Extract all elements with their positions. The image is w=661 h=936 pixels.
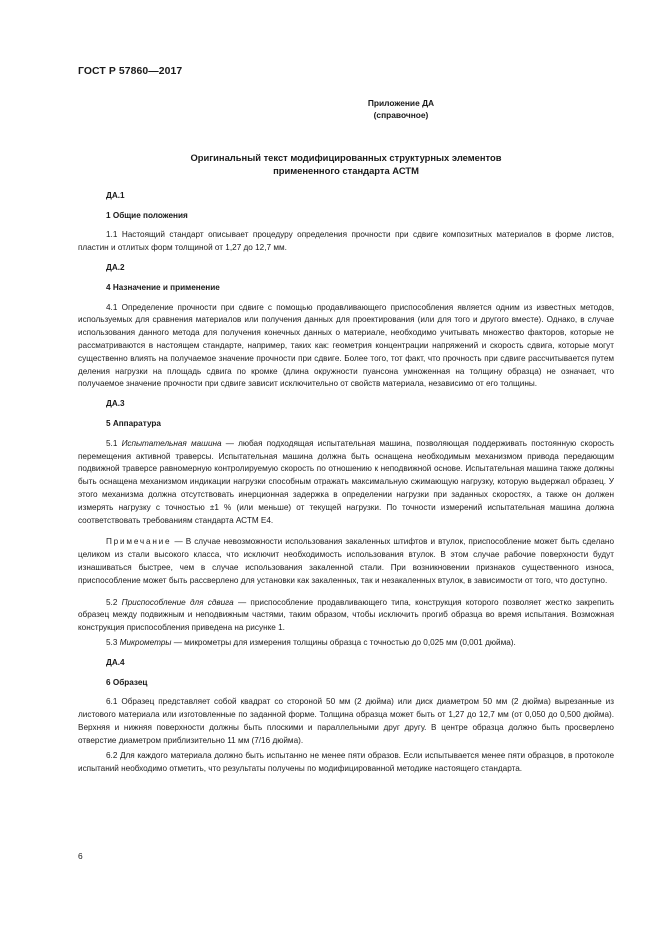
section-label-da2: ДА.2 (106, 262, 125, 272)
clause-number: 5.2 (106, 597, 118, 607)
standard-header: ГОСТ Р 57860—2017 (78, 66, 183, 77)
paragraph-4-1: 4.1 Определение прочности при сдвиге с помощью продавливающего приспособления является одним из известных методов, используемых для сравнения материалов или получения данных для проектирования (или для того и другого вместе). Однако, в случае использования данного метода для получения конечных данных о материале, необходимо учитывать множество факторов, которые не рассматриваются в настоящем стандарте, например, таких как: геометрия концентрации напряжений и скорость сдвига, которые могут существенно влиять на получаемое значение прочности при сдвиге. Более того, тот факт, что прочность при сдвиге рассчитывается путем деления нагрузки на площадь сдвига по кромке (длина окружности пуансона умноженная на толщину образца) не означает, что получаемое значение прочности при сдвиге зависит исключительно от свойств материала, независимо от его толщины. (78, 302, 614, 389)
paragraph-text: — приспособление продавливающего типа, конструкция которого позволяет жестко закрепить образец между подвижным и неподвижным частями, таким образом, чтобы исключить прогиб образца во время испытания. Возможная конструкция приспособления приведена на рисунке 1. (78, 597, 614, 633)
paragraph-5-2 (78, 597, 614, 635)
main-title-line-2: примененного стандарта АСТМ (273, 164, 419, 176)
paragraph-5-3 (78, 637, 614, 650)
page-number: 6 (78, 851, 83, 861)
note-label: Примечание (106, 537, 172, 547)
section-heading-general: 1 Общие положения (106, 210, 188, 220)
clause-number: 5.3 (106, 637, 118, 647)
note-paragraph (78, 536, 614, 587)
paragraph-1-1: 1.1 Настоящий стандарт описывает процедуру определения прочности при сдвиге композитных материалов в форме листов, пластин и отлитых форм толщиной от 1,27 до 12,7 мм. (78, 230, 614, 253)
paragraph-text: — любая подходящая испытательная машина, позволяющая поддерживать постоянную скорость перемещения активной траверсы. Испытательная машина должна быть оснащена необходимым механизмом привода передающим подвижной траверсе равномерную контролируемую скорость по отношению к неподвижной основе. Испытательная машина также должны быть оснащена механизмом индикации нагрузки способным отражать максимальную сжимающую нагрузку, которую выдержал образец. У этого механизма должна отсутствовать инерционная задержка в определении нагрузки при заданных скоростях, а также он должен измерять нагрузку с точностью ±1 % (или меньше) от текущей нагрузки. По точности измерений испытательная машина должна соответствовать требованиям стандарта АСТМ Е4. (78, 438, 614, 525)
section-heading-apparatus: 5 Аппаратура (106, 418, 161, 428)
document-page (78, 66, 614, 776)
appendix-title: Приложение ДА (367, 97, 435, 108)
main-title-line-1: Оригинальный текст модифицированных структурных элементов (190, 151, 502, 163)
paragraph-6-2: 6.2 Для каждого материала должно быть испытанно не менее пяти образов. Если испытывается менее пяти образцов, в протоколе испытаний необходимо отметить, что результаты получены по модифицированной методике настоящего стандарта. (78, 751, 614, 774)
section-label-da4: ДА.4 (106, 657, 125, 667)
main-title (78, 151, 614, 177)
paragraph-text: — микрометры для измерения толщины образца с точностью до 0,025 мм (0,001 дюйма). (173, 637, 516, 647)
term-micrometers: Микрометры (119, 637, 172, 647)
note-text: — В случае невозможности использования закаленных штифтов и втулок, приспособление может быть сделано целиком из стали высокого класса, что исключит необходимость использования втулок. В этом случае рабочие поверхности будут изнашиваться быстрее, чем в случае использования закаленной стали. При возникновении признаков существенного износа, приспособление может быть рассверлено для установки как закаленных, так и незакаленных втулок, в зависимости от того, что доступно. (78, 537, 614, 585)
paragraph-5-1 (78, 438, 614, 528)
section-label-da1: ДА.1 (106, 190, 125, 200)
paragraph-6-1: 6.1 Образец представляет собой квадрат со стороной 50 мм (2 дюйма) или диск диаметром 50 мм (2 дюйма) вырезанные из листового материала или изготовленные по заданной форме. Толщина образца может быть от 1,27 до 12,7 мм (от 0,050 до 0,500 дюйма). Верхняя и нижняя поверхности должны быть плоскими и параллельными друг другу. В центре образца должно быть просверлено отверстие диаметром приблизительно 11 мм (7/16 дюйма). (78, 697, 614, 745)
section-heading-specimen: 6 Образец (106, 677, 148, 687)
section-heading-purpose: 4 Назначение и применение (106, 282, 220, 292)
appendix-subtitle: (справочное) (373, 109, 429, 120)
term-shear-fixture: Приспособление для сдвига (121, 597, 234, 607)
clause-number: 5.1 (106, 438, 118, 448)
term-testing-machine: Испытательная машина (121, 438, 222, 448)
section-label-da3: ДА.3 (106, 399, 125, 409)
